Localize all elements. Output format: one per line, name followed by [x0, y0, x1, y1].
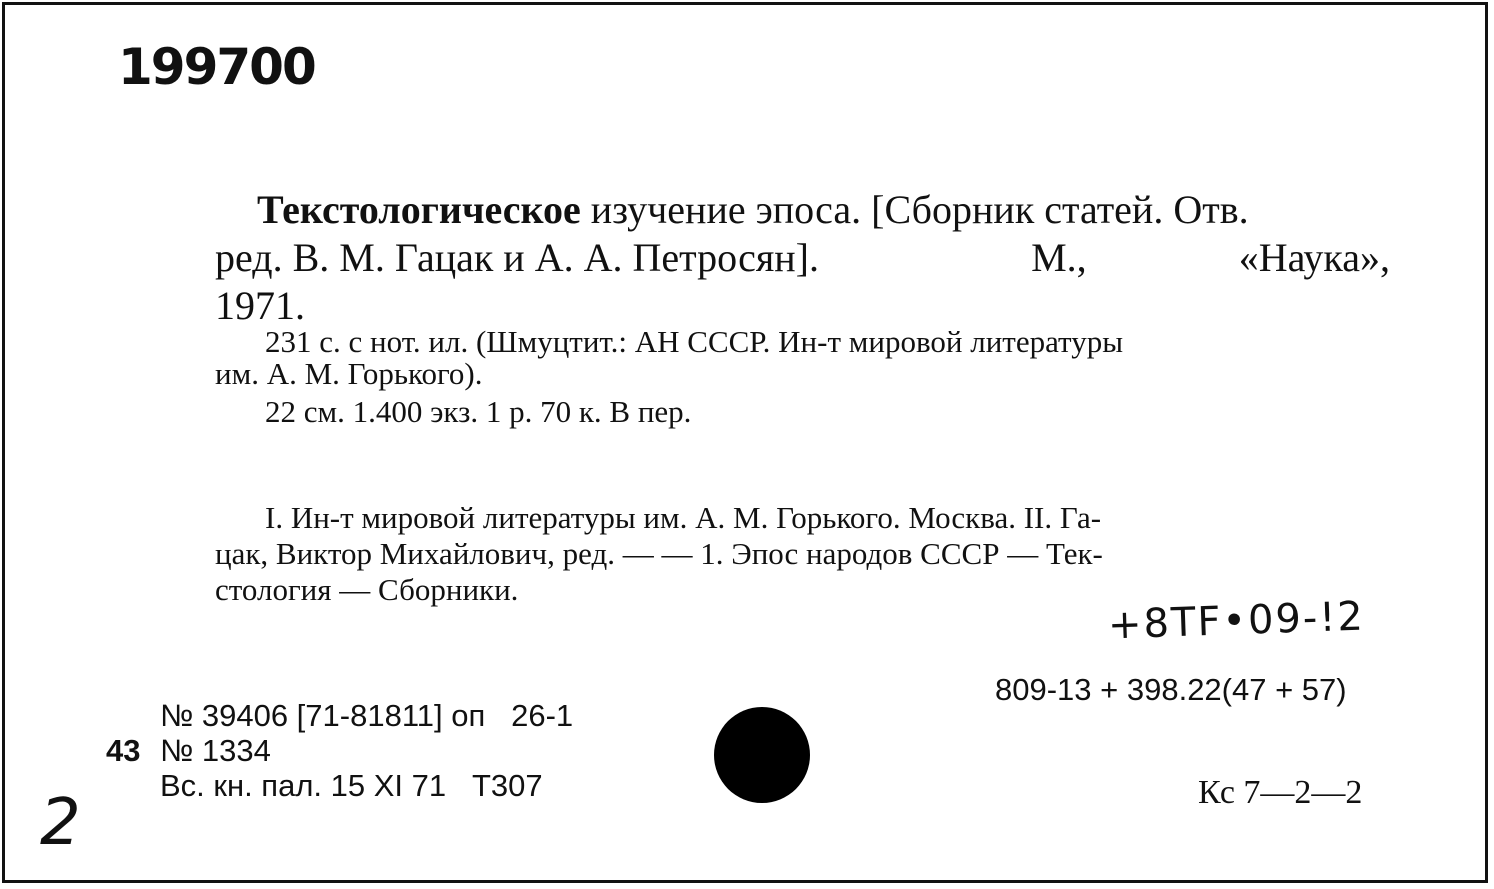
physical-description: [215, 326, 1390, 428]
title-line-1: [215, 186, 1390, 234]
subject-line-3: стология — Сборники.: [215, 572, 519, 607]
editors: ред. В. М. Гацак и А. А. Петросян].: [215, 235, 819, 280]
record-line-2: № 1334: [160, 733, 271, 768]
subject-line-2: цак, Виктор Михайлович, ред. — — 1. Эпос народов СССР — Тек-: [215, 536, 1103, 571]
record-line-3: Вс. кн. пал. 15 XI 71 Т307: [160, 768, 543, 803]
title-block: [215, 186, 1390, 330]
publication-place: М.,: [1031, 235, 1087, 280]
handwritten-mark: 2: [40, 786, 81, 860]
publication-year: 1971.: [215, 283, 305, 328]
record-line-2-prefix: 43: [106, 733, 141, 768]
accession-number: 199700: [118, 38, 315, 96]
title-bold: Текстологическое: [257, 187, 581, 232]
subject-headings: [215, 500, 1390, 608]
handwritten-code: +8ТF•09-!2: [1107, 593, 1366, 649]
shelf-code: Кс 7—2—2: [1198, 774, 1363, 811]
classification-index: 809-13 + 398.22(47 + 57): [995, 672, 1347, 707]
description-line-1: 231 с. с нот. ил. (Шмуцтит.: АН СССР. Ин-т мировой литературы: [265, 324, 1124, 359]
punch-hole: [714, 707, 810, 803]
subject-line-1: I. Ин-т мировой литературы им. А. М. Горького. Москва. II. Га-: [265, 500, 1102, 535]
publisher: «Наука»,: [1238, 235, 1390, 280]
description-line-2: им. А. М. Горького).: [215, 356, 483, 391]
title-rest: изучение эпоса. [Сборник статей. Отв.: [590, 187, 1249, 232]
title-line-2: [215, 234, 1390, 282]
description-line-3: 22 см. 1.400 экз. 1 р. 70 к. В пер.: [265, 394, 692, 429]
record-line-1: № 39406 [71-81811] оп 26-1: [160, 698, 574, 733]
